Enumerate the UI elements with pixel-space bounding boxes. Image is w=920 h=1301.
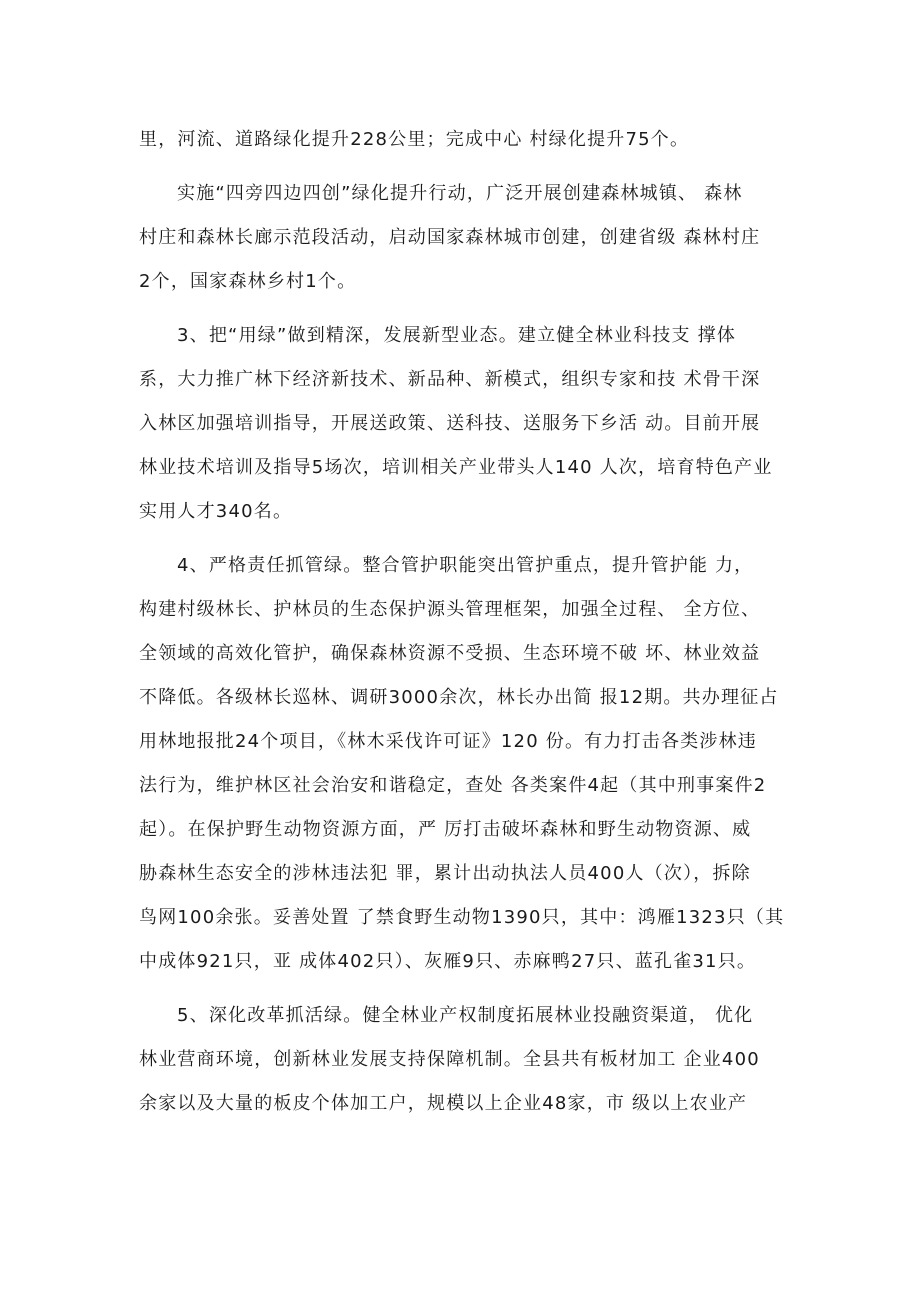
text-line: 里，河流、道路绿化提升228公里；完成中心 村绿化提升75个。 [139,129,690,150]
text-line: 全领域的高效化管护，确保森林资源不受损、生态环境不破 坏、林业效益 [139,643,761,664]
text-line: 村庄和森林长廊示范段活动，启动国家森林城市创建，创建省级 森林村庄 [139,227,761,248]
text-line: 中成体921只，亚 成体402只）、灰雁9只、赤麻鸭27只、蓝孔雀31只。 [139,951,757,972]
text-line: 余家以及大量的板皮个体加工户，规模以上企业48家，市 级以上农业产 [139,1093,748,1114]
paragraph [139,118,799,162]
text-line: 系，大力推广林下经济新技术、新品种、新模式，组织专家和技 术骨干深 [139,369,761,390]
text-line: 胁森林生态安全的涉林违法犯 罪，累计出动执法人员400人（次），拆除 [139,863,751,884]
text-line: 实用人才340名。 [139,501,293,522]
paragraph [139,994,799,1126]
text-line: 用林地报批24个项目，《林木采伐许可证》120 份。有力打击各类涉林违 [139,731,757,752]
text-line: 4、严格责任抓管绿。整合管护职能突出管护重点，提升管护能 力， [177,555,754,576]
text-line: 3、把“用绿”做到精深，发展新型业态。建立健全林业科技支 撑体 [177,325,737,346]
text-line: 入林区加强培训指导，开展送政策、送科技、送服务下乡活 动。目前开展 [139,413,761,434]
text-line: 法行为，维护林区社会治安和谐稳定，查处 各类案件4起（其中刑事案件2 [139,775,767,796]
text-line: 鸟网100余张。妥善处置 了禁食野生动物1390只，其中：鸿雁1323只（其 [139,907,785,928]
text-line: 起）。在保护野生动物资源方面，严 厉打击破坏森林和野生动物资源、威 [139,819,752,840]
text-line: 2个，国家森林乡村1个。 [139,271,357,292]
text-line: 不降低。各级林长巡林、调研3000余次，林长办出简 报12期。共办理征占 [139,687,779,708]
text-line: 构建村级林长、护林员的生态保护源头管理框架，加强全过程、 全方位、 [139,599,761,620]
text-line: 林业技术培训及指导5场次，培训相关产业带头人140 人次，培育特色产业 [139,457,773,478]
text-line: 实施“四旁四边四创”绿化提升行动，广泛开展创建森林城镇、 森林 [177,183,743,204]
text-line: 5、深化改革抓活绿。健全林业产权制度拓展林业投融资渠道， 优化 [177,1005,754,1026]
paragraph [139,544,799,984]
paragraph [139,172,799,304]
document-body [139,118,799,1136]
text-line: 林业营商环境，创新林业发展支持保障机制。全县共有板材加工 企业400 [139,1049,760,1070]
paragraph [139,314,799,534]
